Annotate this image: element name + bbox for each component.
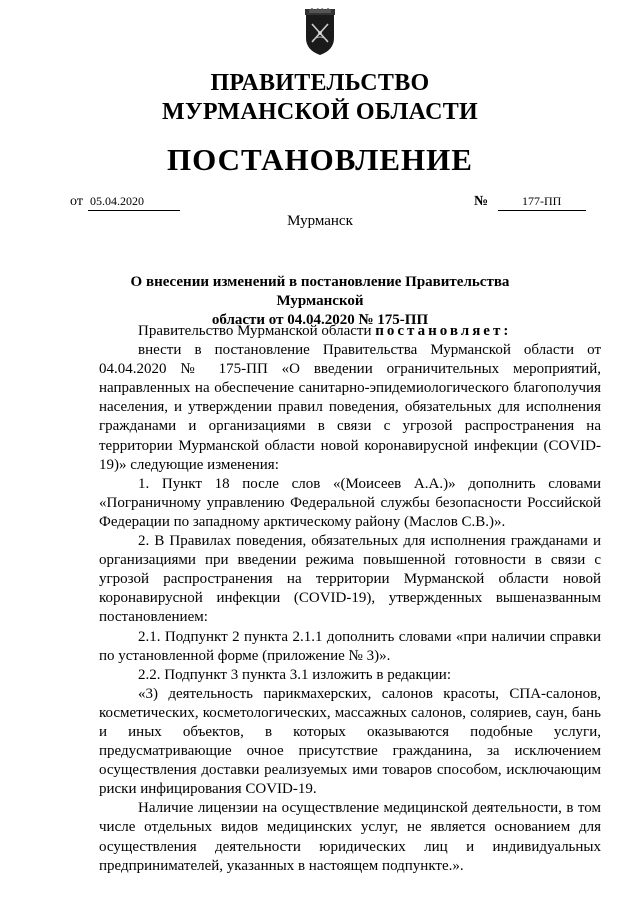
organization-name-line1: ПРАВИТЕЛЬСТВО xyxy=(210,70,430,96)
paragraph-2: 1. Пункт 18 после слов «(Моисеев А.А.)» дополнить словами «Пограничному управлению Федеральной службы безопасности Российской Федерации по западному арктическому району (Маслов С.В.)». xyxy=(99,475,601,530)
subject-line1: О внесении изменений в постановление Правительства Мурманской xyxy=(130,274,510,309)
date-prefix-label: от xyxy=(70,194,83,209)
document-body xyxy=(99,322,601,876)
paragraph-5: 2.2. Подпункт 3 пункта 3.1 изложить в редакции: xyxy=(138,666,451,683)
organization-name-line2: МУРМАНСКОЙ ОБЛАСТИ xyxy=(162,99,478,125)
document-number: 177-ПП xyxy=(522,194,562,208)
subject-line2: области от 04.04.2020 № 175-ПП xyxy=(211,312,429,328)
date-field xyxy=(88,194,180,211)
number-field xyxy=(498,194,586,211)
paragraph-3: 2. В Правилах поведения, обязательных для исполнения гражданами и организациями при введении режима повышенной готовности в связи с угрозой распространения на территории Мурманской области новой коронавирусной инфекции (COVID-19), утвержденных вышеназванным постановлением: xyxy=(99,533,601,626)
document-date: 05.04.2020 xyxy=(90,194,144,208)
coat-of-arms-icon xyxy=(303,8,337,56)
paragraph-7: Наличие лицензии на осуществление медицинской деятельности, в том числе отдельных видов медицинских услуг, не является основанием для осуществления деятельности юридических лиц и индивидуальных предпринимателей, указанных в настоящем подпункте.». xyxy=(99,800,601,874)
number-label: № xyxy=(474,194,489,209)
paragraph-1: внести в постановление Правительства Мурманской области от 04.04.2020 № 175-ПП «О введении ограничительных мероприятий, направленных на обеспечение санитарно-эпидемиологического благополучия населения, и утверждении правил поведения, обязательных для исполнения гражданами и организациями в связи с угрозой распространения на территории Мурманской области новой коронавирусной инфекции (COVID-19)» следующие изменения: xyxy=(99,342,601,473)
city-name: Мурманск xyxy=(287,213,353,229)
intro-paragraph xyxy=(99,322,601,341)
intro-prefix: Правительство Мурманской области xyxy=(138,323,376,339)
intro-action: постановляет: xyxy=(375,323,512,339)
document-type-title: ПОСТАНОВЛЕНИЕ xyxy=(167,142,473,177)
paragraph-6: «3) деятельность парикмахерских, салонов красоты, СПА-салонов, косметических, косметологических, массажных салонов, соляриев, саун, бань и иных объектов, в которых оказываются подобные услуги, предусматривающие очное присутствие гражданина, за исключением осуществления доставки реализуемых ими товаров способом, исключающим риски инфицирования COVID-19. xyxy=(99,685,601,798)
paragraph-4: 2.1. Подпункт 2 пункта 2.1.1 дополнить словами «при наличии справки по установленной форме (приложение № 3)». xyxy=(99,628,601,664)
